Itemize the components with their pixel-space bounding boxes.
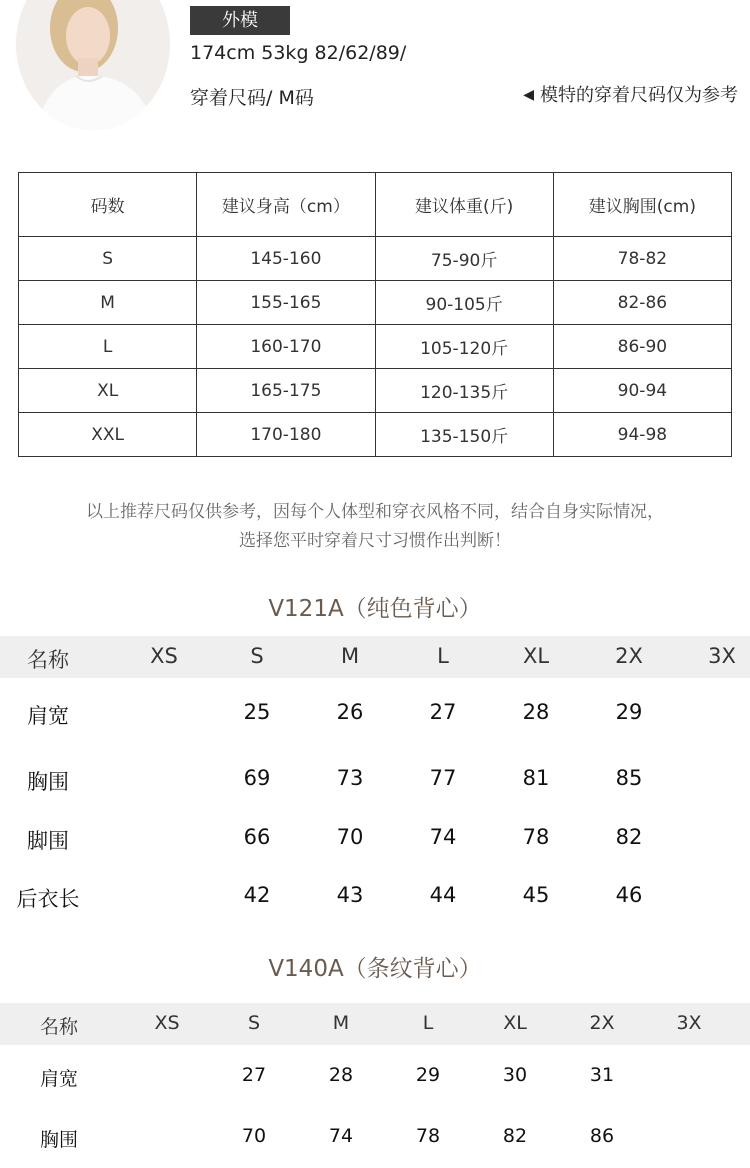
table-cell: 155-165 bbox=[197, 281, 375, 325]
table-cell: 31 bbox=[589, 1064, 615, 1086]
table-cell: 70 bbox=[336, 825, 364, 849]
table-cell: 66 bbox=[243, 825, 271, 849]
column-header: M bbox=[332, 1012, 350, 1034]
table-cell: 73 bbox=[336, 766, 364, 790]
table-cell: 145-160 bbox=[197, 237, 375, 281]
table-cell: 74 bbox=[429, 825, 457, 849]
row-label: 胸围 bbox=[39, 1129, 79, 1151]
column-header: XS bbox=[154, 1012, 180, 1034]
table-cell: 82-86 bbox=[553, 281, 731, 325]
reference-note-text: 模特的穿着尺码仅为参考 bbox=[540, 85, 738, 106]
table-cell: 90-94 bbox=[553, 369, 731, 413]
table-cell: 43 bbox=[336, 883, 364, 907]
table-cell: 78 bbox=[522, 825, 550, 849]
table-cell: 74 bbox=[328, 1125, 354, 1147]
table-cell: 90-105斤 bbox=[375, 281, 553, 325]
table-cell: 78 bbox=[415, 1125, 441, 1147]
header-cell: 码数 bbox=[19, 173, 197, 237]
model-size-worn: 穿着尺码/ M码 bbox=[190, 87, 314, 109]
column-header: XS bbox=[150, 644, 178, 668]
table-cell: 46 bbox=[615, 883, 643, 907]
table-cell: M bbox=[19, 281, 197, 325]
model-tag: 外模 bbox=[190, 6, 290, 35]
column-header: 3X bbox=[676, 1012, 702, 1034]
table-cell: 75-90斤 bbox=[375, 237, 553, 281]
table-cell: XXL bbox=[19, 413, 197, 457]
table-cell: 69 bbox=[243, 766, 271, 790]
table-cell: 44 bbox=[429, 883, 457, 907]
column-header: L bbox=[422, 1012, 434, 1034]
row-label: 肩宽 bbox=[39, 1068, 79, 1090]
disclaimer-line-1: 以上推荐尺码仅供参考，因每个人体型和穿衣风格不同，结合自身实际情况， bbox=[86, 502, 664, 522]
column-header: 2X bbox=[589, 1012, 615, 1034]
table-cell: XL bbox=[19, 369, 197, 413]
table-cell: 26 bbox=[336, 700, 364, 724]
table-cell: 70 bbox=[241, 1125, 267, 1147]
column-header: 3X bbox=[708, 644, 736, 668]
header-cell: 建议体重(斤) bbox=[375, 173, 553, 237]
table-cell: L bbox=[19, 325, 197, 369]
table-cell: 165-175 bbox=[197, 369, 375, 413]
table-cell: 170-180 bbox=[197, 413, 375, 457]
table-cell: 81 bbox=[522, 766, 550, 790]
table-cell: 78-82 bbox=[553, 237, 731, 281]
row-label: 脚围 bbox=[27, 829, 69, 853]
disclaimer-line-2: 选择您平时穿着尺寸习惯作出判断！ bbox=[239, 531, 511, 551]
table-cell: 27 bbox=[429, 700, 457, 724]
column-header: L bbox=[437, 644, 449, 668]
table-cell: 135-150斤 bbox=[375, 413, 553, 457]
table-cell: S bbox=[19, 237, 197, 281]
table-cell: 85 bbox=[615, 766, 643, 790]
table-cell: 120-135斤 bbox=[375, 369, 553, 413]
table-cell: 42 bbox=[243, 883, 271, 907]
row-label: 肩宽 bbox=[27, 704, 69, 728]
table-cell: 28 bbox=[328, 1064, 354, 1086]
model-measurements: 174cm 53kg 82/62/89/ bbox=[190, 42, 407, 64]
table-cell: 27 bbox=[241, 1064, 267, 1086]
table-cell: 29 bbox=[415, 1064, 441, 1086]
table-cell: 86 bbox=[589, 1125, 615, 1147]
header-cell: 建议身高（cm） bbox=[197, 173, 375, 237]
column-header: S bbox=[250, 644, 264, 668]
product-2-title: V140A（条纹背心） bbox=[268, 956, 482, 982]
row-label: 后衣长 bbox=[16, 887, 80, 911]
header-cell: 建议胸围(cm) bbox=[553, 173, 731, 237]
column-header: 2X bbox=[615, 644, 643, 668]
column-header: S bbox=[247, 1012, 261, 1034]
left-arrow-icon: ◀ bbox=[523, 87, 534, 103]
table-cell: 29 bbox=[615, 700, 643, 724]
table-cell: 28 bbox=[522, 700, 550, 724]
table-cell: 82 bbox=[615, 825, 643, 849]
table-cell: 160-170 bbox=[197, 325, 375, 369]
row-label: 胸围 bbox=[27, 770, 69, 794]
column-header: 名称 bbox=[39, 1016, 79, 1038]
column-header: XL bbox=[503, 1012, 527, 1034]
table-cell: 45 bbox=[522, 883, 550, 907]
column-header: 名称 bbox=[27, 648, 69, 672]
table-cell: 30 bbox=[502, 1064, 528, 1086]
table-cell: 77 bbox=[429, 766, 457, 790]
table-cell: 82 bbox=[502, 1125, 528, 1147]
table-cell: 86-90 bbox=[553, 325, 731, 369]
column-header: XL bbox=[522, 644, 550, 668]
product-1-title: V121A（纯色背心） bbox=[268, 596, 482, 622]
table-cell: 105-120斤 bbox=[375, 325, 553, 369]
table-cell: 25 bbox=[243, 700, 271, 724]
column-header: M bbox=[340, 644, 360, 668]
table-cell: 94-98 bbox=[553, 413, 731, 457]
